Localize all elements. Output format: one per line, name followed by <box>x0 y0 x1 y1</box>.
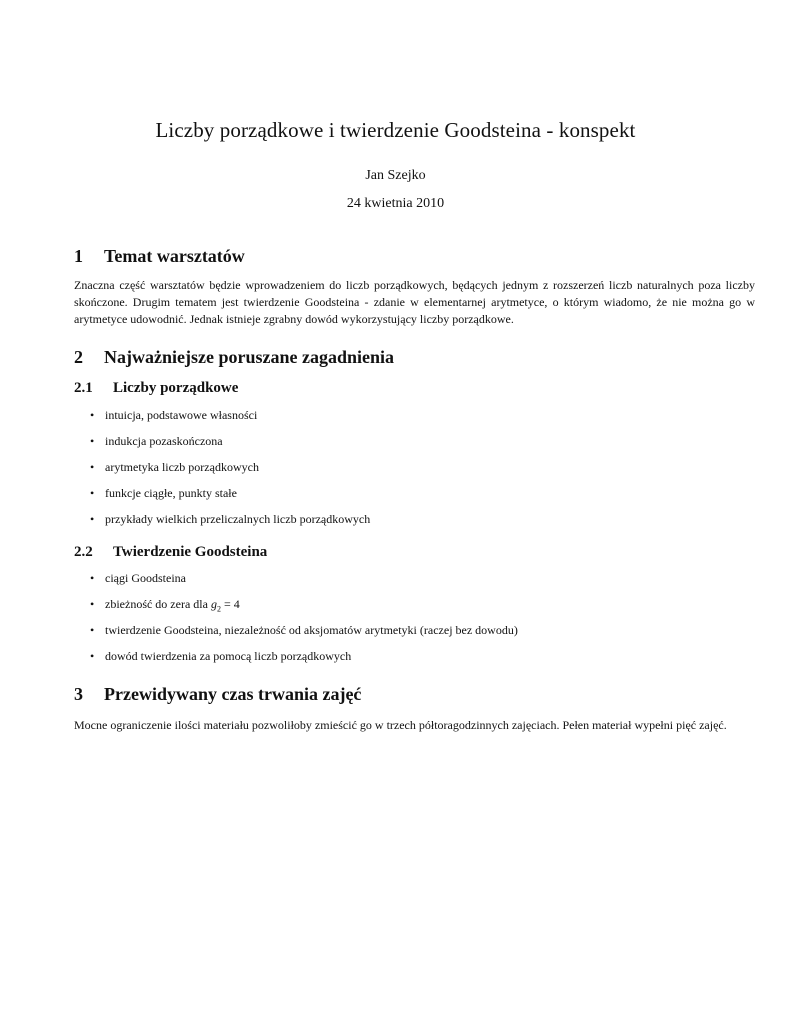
section-2-heading <box>74 347 394 368</box>
list-item <box>90 485 370 511</box>
list-item-text: indukcja pozaskończona <box>105 434 223 448</box>
subsection-number: 2.2 <box>74 544 93 560</box>
list-item <box>90 596 518 622</box>
math-variable: g <box>210 597 217 611</box>
list-item-text: intuicja, podstawowe własności <box>105 408 258 422</box>
section-title: Przewidywany czas trwania zajęć <box>104 684 362 704</box>
list-item <box>90 459 370 485</box>
section-number: 2 <box>74 347 83 367</box>
subsection-2-2-heading <box>74 544 267 561</box>
subsection-title: Liczby porządkowe <box>113 380 239 396</box>
section-title: Temat warsztatów <box>104 246 245 266</box>
bullet: • <box>90 571 95 585</box>
list-item-text: przykłady wielkich przeliczalnych liczb porządkowych <box>105 512 371 526</box>
list-item <box>90 570 518 596</box>
math-subscript: 2 <box>216 604 221 614</box>
list-item-text: zbieżność do zera dla <box>105 597 208 611</box>
bullet: • <box>90 408 95 422</box>
bullet: • <box>90 460 95 474</box>
list-2-2 <box>90 570 518 674</box>
section-1-paragraph: Znaczna część warsztatów będzie wprowadzeniem do liczb porządkowych, będących jednym z rozszerzeń liczb naturalnych poza liczby skończone. Drugim tematem jest twierdzenie Goodsteina - zdanie w elementarnej arytmetyce, o którym wiadomo, że nie można go w arytmetyce udowodnić. Jednak istnieje zgrabny dowód wykorzystujący liczby porządkowe. <box>74 278 755 326</box>
bullet: • <box>90 434 95 448</box>
list-item-text: funkcje ciągłe, punkty stałe <box>105 486 237 500</box>
document-title: Liczby porządkowe i twierdzenie Goodsteina - konspekt <box>155 118 636 142</box>
author: Jan Szejko <box>365 168 426 183</box>
subsection-2-1-heading <box>74 380 238 397</box>
section-number: 1 <box>74 246 83 266</box>
list-item <box>90 407 370 433</box>
subsection-title: Twierdzenie Goodsteina <box>113 544 268 560</box>
list-item-text: arytmetyka liczb porządkowych <box>105 460 259 474</box>
list-item-text: ciągi Goodsteina <box>105 571 186 585</box>
bullet: • <box>90 512 95 526</box>
list-item <box>90 433 370 459</box>
math-rest: = 4 <box>220 597 240 611</box>
list-item-text: dowód twierdzenia za pomocą liczb porządkowych <box>105 649 352 663</box>
list-item <box>90 622 518 648</box>
list-item <box>90 648 518 674</box>
list-item <box>90 511 370 537</box>
list-item-text: twierdzenie Goodsteina, niezależność od aksjomatów arytmetyki (raczej bez dowodu) <box>105 623 518 637</box>
section-3-heading <box>74 684 361 705</box>
list-2-1 <box>90 407 370 537</box>
date: 24 kwietnia 2010 <box>346 196 445 211</box>
bullet: • <box>90 486 95 500</box>
section-3-paragraph: Mocne ograniczenie ilości materiału pozwoliłoby zmieścić go w trzech półtoragodzinnych zajęciach. Pełen materiał wypełni pięć zajęć. <box>74 718 727 732</box>
subsection-number: 2.1 <box>74 380 93 396</box>
bullet: • <box>90 597 95 611</box>
math-expression <box>210 597 240 614</box>
section-number: 3 <box>74 684 83 704</box>
section-1-heading <box>74 246 245 267</box>
section-title: Najważniejsze poruszane zagadnienia <box>104 347 394 367</box>
bullet: • <box>90 649 95 663</box>
bullet: • <box>90 623 95 637</box>
